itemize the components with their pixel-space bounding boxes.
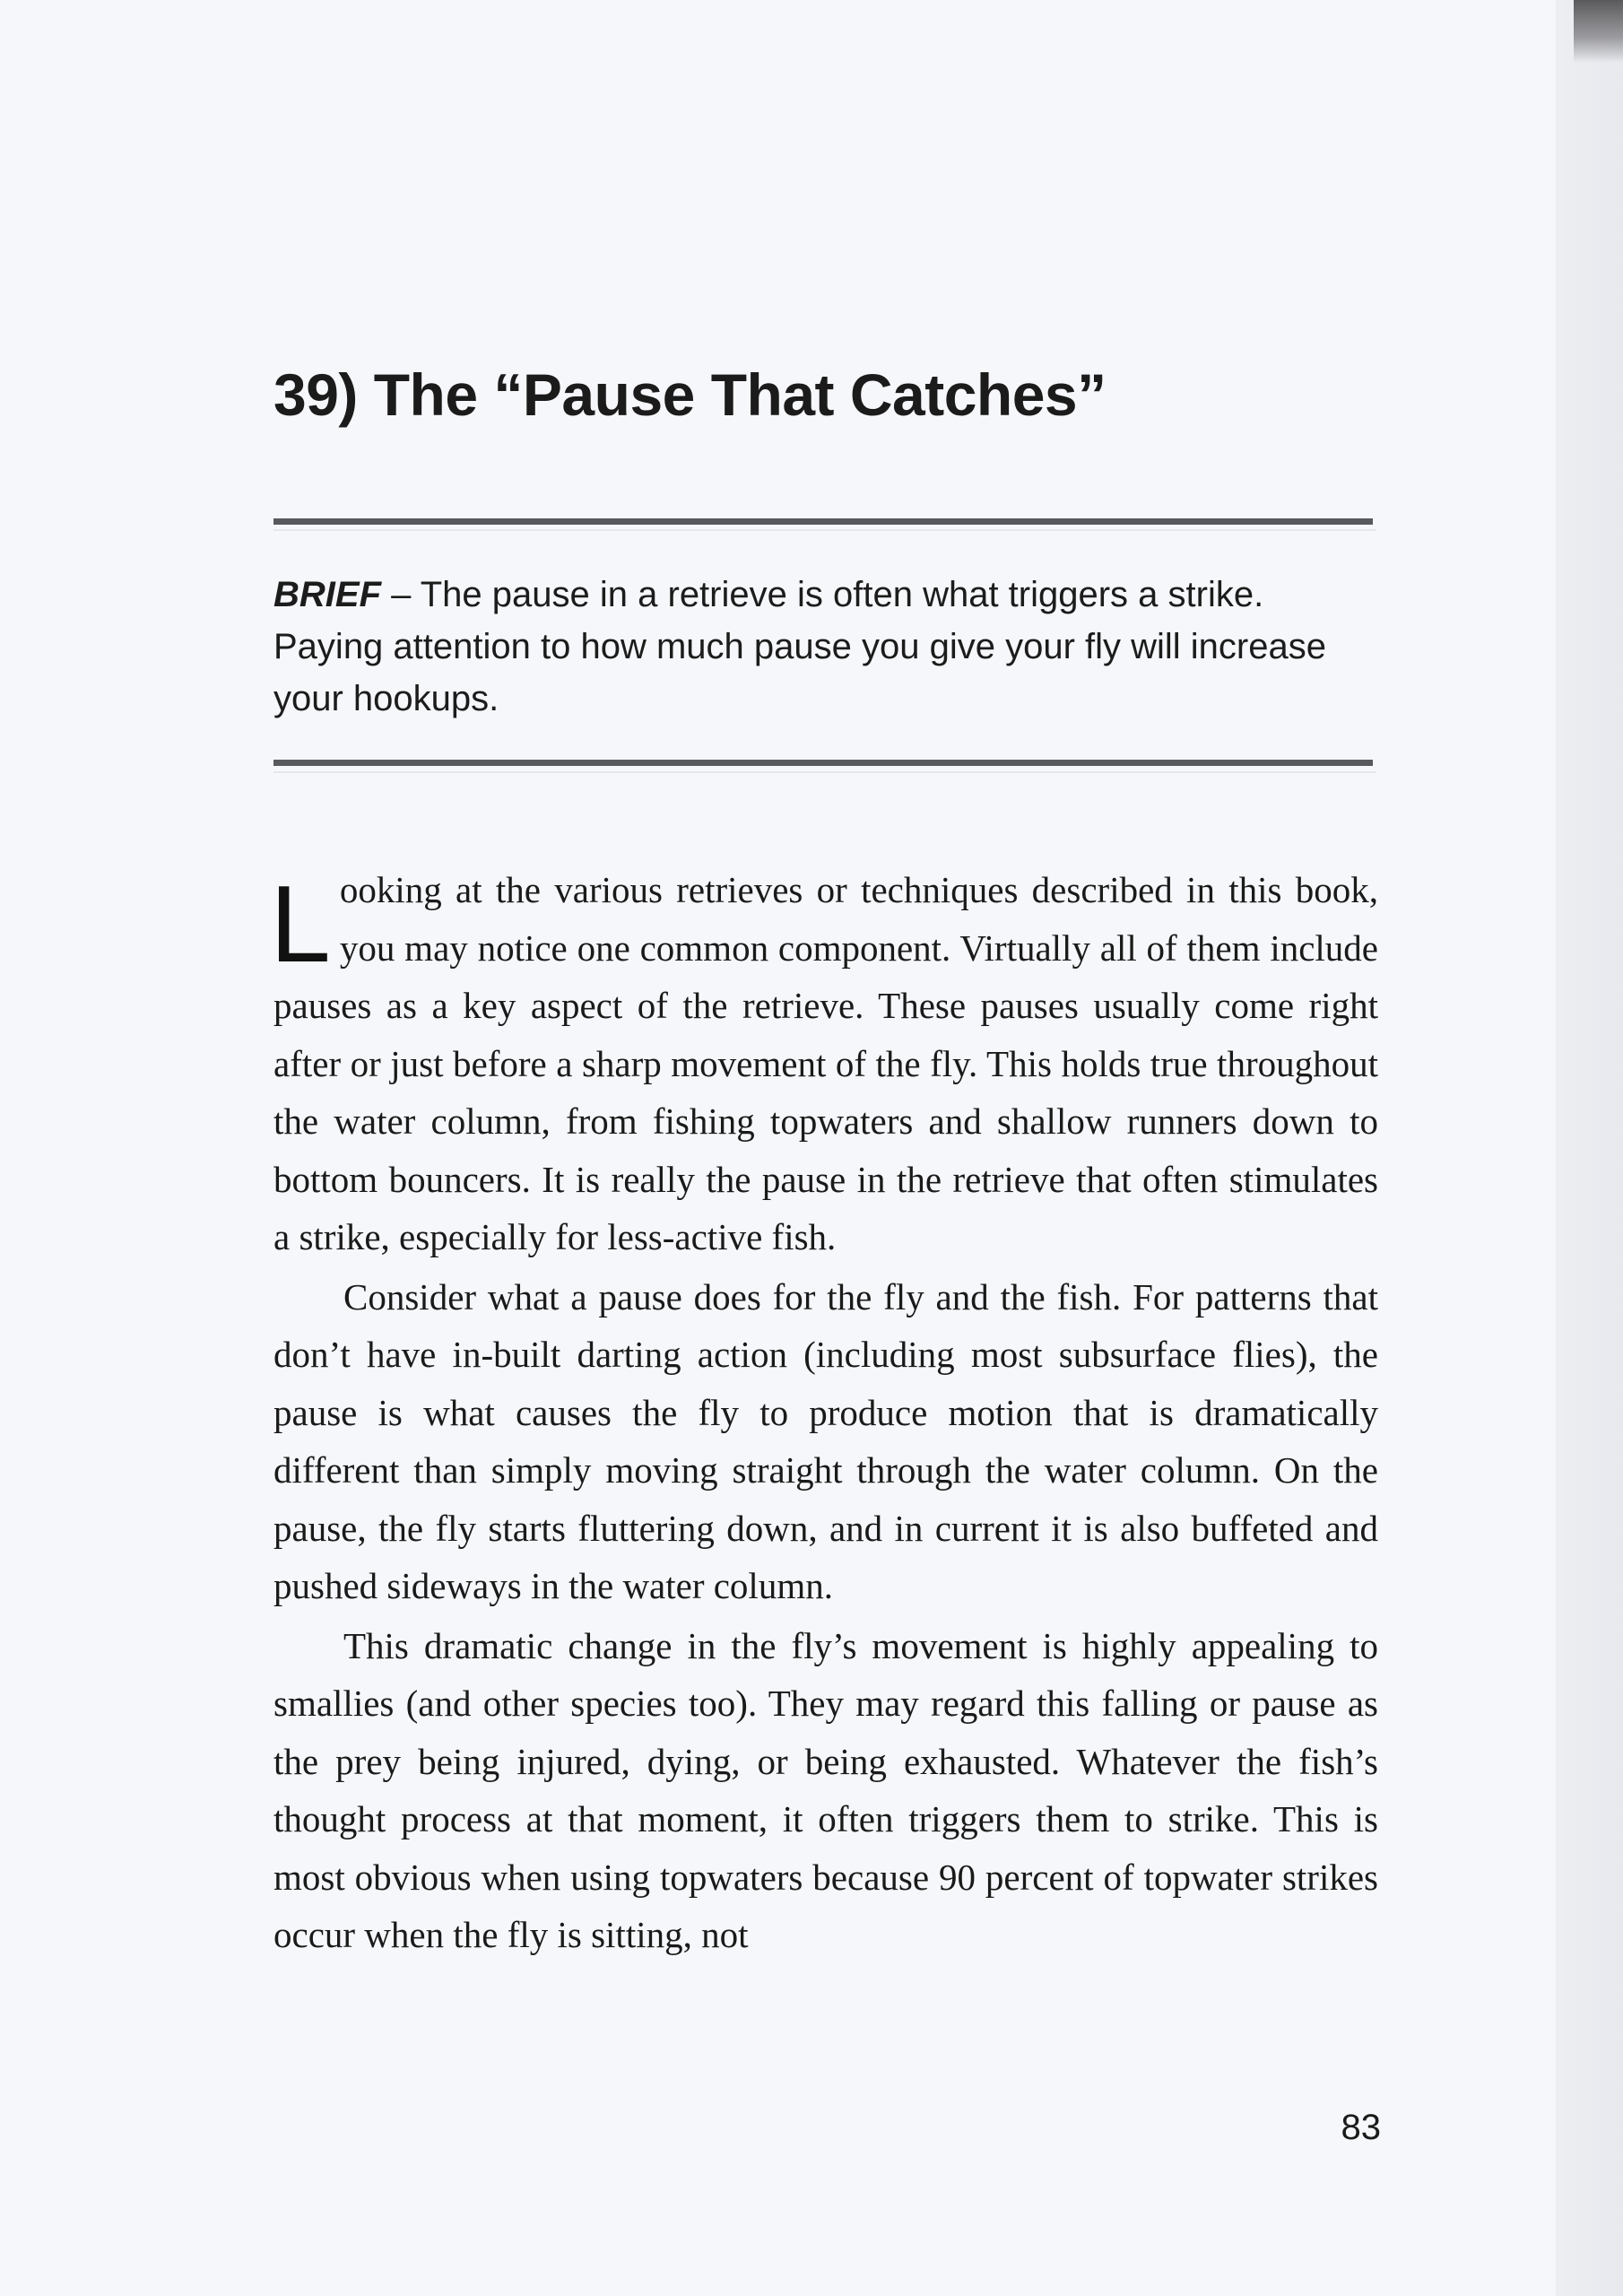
brief-summary [273,569,1381,725]
drop-cap: L [270,863,331,985]
page-number: 83 [1341,2108,1381,2147]
body-text [270,861,1378,1964]
bleed-through-rule [273,771,1376,773]
paragraph-2: Consider what a pause does for the fly and the fish. For patterns that don’t have in-built darting action (including most subsurface flies), the pause is what causes the fly to produce motion that is dramatically different than simply moving straight through the water column. On the pause, the fly starts fluttering down, and in current it is also buffeted and pushed sideways in the water column. [273,1275,1378,1606]
bleed-through-rule [273,529,1376,531]
brief-text: – The pause in a retrieve is often what triggers a strike. Paying attention to how much pause you give your fly will increase your hookups. [273,575,1326,718]
paragraph-1 [270,861,1378,1266]
brief-label: BRIEF [273,575,381,614]
title-rule-top [273,518,1373,525]
paragraph-1-text: ooking at the various retrieves or techniques described in this book, you may notice one common component. Virtually all of them include pauses as a key aspect of the retrieve. These pauses usually come right after or just before a sharp movement of the fly. This holds true throughout the water column, from fishing topwaters and shallow runners down to bottom bouncers. It is really the pause in the retrieve that often stimulates a strike, especially for less-active fish. [273,869,1378,1257]
paragraph-3: This dramatic change in the fly’s movement is highly appealing to smallies (and other species too). They may regard this falling or pause as the prey being injured, dying, or being exhausted. Whatever the fish’s thought process at that moment, it often triggers them to strike. This is most obvious when using topwaters because 90 percent of topwater strikes occur when the fly is sitting, not [273,1624,1378,1955]
brief-rule-bottom [273,760,1373,766]
binding-corner-shadow [1574,0,1623,63]
binding-edge [1556,0,1623,2296]
chapter-title: 39) The “Pause That Catches” [273,361,1107,428]
